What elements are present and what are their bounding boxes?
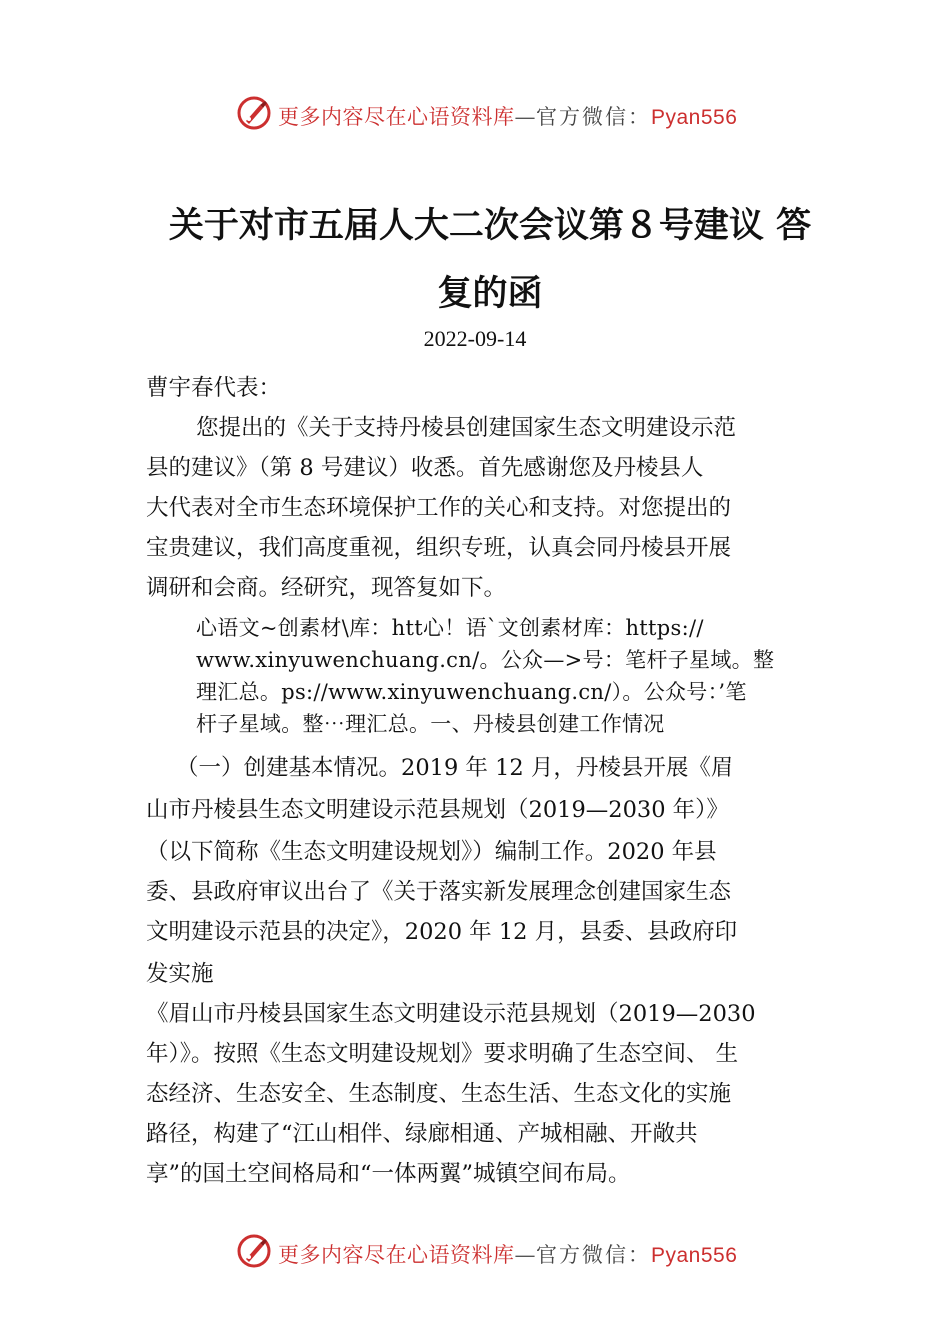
banner-wechat-id: Pyan556 (651, 106, 738, 129)
watermark-line: www.xinyuwenchuang.cn/。公众—>号：笔杆子星域。整 (196, 648, 775, 672)
section-line: （一）创建基本情况。2019 年 12 月，丹棱县开展《眉 (176, 755, 734, 781)
document-title-line1: 关于对市五届人大二次会议第８号建议 答 (168, 205, 812, 246)
body-line: 您提出的《关于支持丹棱县创建国家生态文明建设示范 (196, 415, 737, 441)
watermark-line: 理汇总。ps://www.xinyuwenchuang.cn/）。公众号：’笔 (196, 680, 747, 704)
section-line: 山市丹棱县生态文明建设示范县规划（2019—2030 年）》 (146, 797, 729, 823)
banner-wechat-id: Pyan556 (651, 1244, 738, 1267)
document-date: 2022-09-14 (423, 326, 527, 351)
banner-separator: — (514, 1243, 536, 1267)
watermark-line: 心语文~创素材\库：htt心！语`文创素材库：https:// (196, 616, 704, 640)
pen-nib-logo-icon (236, 1233, 272, 1269)
banner-wechat-label: 官方微信： (536, 1243, 651, 1267)
section-line: 《眉山市丹棱县国家生态文明建设示范县规划（2019—2030 (146, 1001, 756, 1027)
pen-nib-logo-icon (236, 95, 272, 131)
body-line: 宝贵建议，我们高度重视，组织专班，认真会同丹棱县开展 (146, 535, 732, 561)
section-line: 委、县政府审议出台了《关于落实新发展理念创建国家生态 (146, 879, 732, 905)
banner-separator: — (514, 105, 536, 129)
body-line: 大代表对全市生态环境保护工作的关心和支持。对您提出的 (146, 495, 732, 521)
watermark-line: 杆子星域。整⋯理汇总。一、丹棱县创建工作情况 (196, 712, 665, 736)
banner-main-text: 更多内容尽在心语资料库 (278, 105, 515, 129)
banner-wechat-label: 官方微信： (536, 105, 651, 129)
body-line: 县的建议》（第 8 号建议）收悉。首先感谢您及丹棱县人 (146, 455, 704, 481)
section-line: 态经济、生态安全、生态制度、生态生活、生态文化的实施 (146, 1081, 732, 1107)
section-line: （以下简称《生态文明建设规划》）编制工作。2020 年县 (146, 839, 717, 865)
header-banner (0, 92, 950, 136)
section-line: 路径，构建了“江山相伴、绿廊相通、产城相融、开敞共 (146, 1121, 698, 1147)
banner-main-text: 更多内容尽在心语资料库 (278, 1243, 515, 1267)
body-line: 调研和会商。经研究，现答复如下。 (146, 575, 507, 601)
salutation: 曹宇春代表： (146, 375, 282, 401)
footer-banner (0, 1230, 950, 1274)
section-line: 发实施 (146, 961, 214, 987)
header-banner-text (278, 101, 737, 131)
section-line: 文明建设示范县的决定》，2020 年 12 月，县委、县政府印 (146, 919, 738, 945)
document-title-line2: 复的函 (437, 273, 543, 314)
section-line: 年）》。按照《生态文明建设规划》要求明确了生态空间、 生 (146, 1041, 739, 1067)
footer-banner-text (278, 1239, 737, 1269)
section-line: 享”的国土空间格局和“一体两翼”城镇空间布局。 (146, 1161, 631, 1187)
